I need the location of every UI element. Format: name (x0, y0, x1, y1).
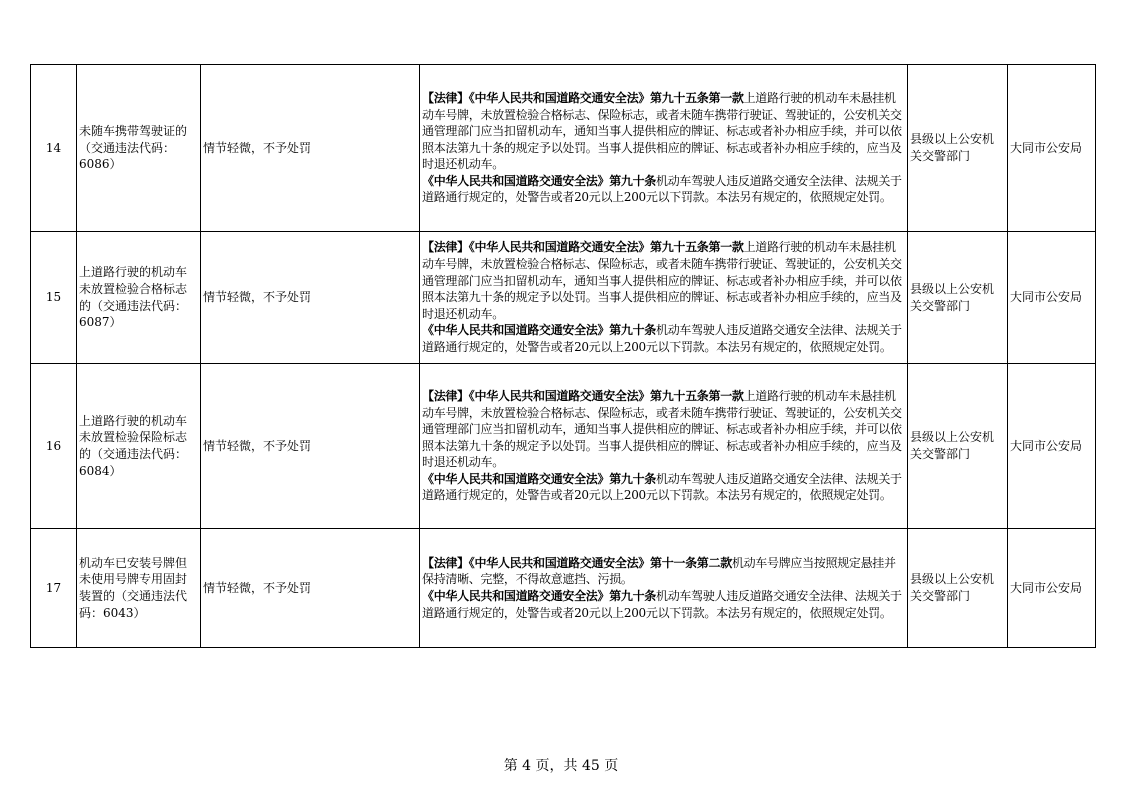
violation-item: 机动车已安装号牌但未使用号牌专用固封装置的（交通违法代码：6043） (77, 529, 201, 648)
penalty-table (30, 64, 1096, 648)
row-number: 16 (31, 364, 77, 529)
circumstance: 情节轻微，不予处罚 (201, 232, 420, 364)
basis-text: 上道路行驶的机动车未悬挂机动车号牌，未放置检验合格标志、保险标志，或者未随车携带行驶证、驾驶证的，公安机关交通管理部门应当扣留机动车，通知当事人提供相应的牌证、标志或者补办相应手续，并可以依照本法第九十条的规定予以处罚。当事人提供相应的牌证、标志或者补办相应手续的，应当及时退还机动车。 (422, 240, 902, 321)
violation-item: 上道路行驶的机动车未放置检验保险标志的（交通违法代码：6084） (77, 364, 201, 529)
row-number: 15 (31, 232, 77, 364)
basis-text: 机动车驾驶人违反道路交通安全法律、法规关于道路通行规定的，处警告或者20元以上200元以下罚款。本法另有规定的，依照规定处罚。 (422, 173, 902, 205)
basis-paragraph (422, 173, 905, 206)
enforcement-authority: 县级以上公安机关交警部门 (908, 364, 1008, 529)
basis-text: 上道路行驶的机动车未悬挂机动车号牌，未放置检验合格标志、保险标志，或者未随车携带行驶证、驾驶证的，公安机关交通管理部门应当扣留机动车，通知当事人提供相应的牌证、标志或者补办相应手续，并可以依照本法第九十条的规定予以处罚。当事人提供相应的牌证、标志或者补办相应手续的，应当及时退还机动车。 (422, 388, 902, 470)
basis-text: 机动车驾驶人违反道路交通安全法律、法规关于道路通行规定的，处警告或者20元以上200元以下罚款。本法另有规定的，依照规定处罚。 (422, 471, 902, 503)
table-row (31, 364, 1096, 529)
basis-paragraph (422, 322, 905, 355)
violation-item: 上道路行驶的机动车未放置检验合格标志的（交通违法代码：6087） (77, 232, 201, 364)
basis-text: 机动车驾驶人违反道路交通安全法律、法规关于道路通行规定的，处警告或者20元以上200元以下罚款。本法另有规定的，依照规定处罚。 (422, 323, 902, 354)
basis-text: 上道路行驶的机动车未悬挂机动车号牌，未放置检验合格标志、保险标志，或者未随车携带行驶证、驾驶证的，公安机关交通管理部门应当扣留机动车，通知当事人提供相应的牌证、标志或者补办相应手续，并可以依照本法第九十条的规定予以处罚。当事人提供相应的牌证、标志或者补办相应手续的，应当及时退还机动车。 (422, 90, 902, 172)
basis-text: 机动车驾驶人违反道路交通安全法律、法规关于道路通行规定的，处警告或者20元以上200元以下罚款。本法另有规定的，依照规定处罚。 (422, 589, 902, 620)
table-row (31, 65, 1096, 232)
basis-title: 《中华人民共和国道路交通安全法》第九十条 (422, 589, 657, 603)
circumstance: 情节轻微，不予处罚 (201, 65, 420, 232)
basis-paragraph (422, 239, 905, 322)
row-number: 17 (31, 529, 77, 648)
basis-title: 【法律】《中华人民共和国道路交通安全法》第九十五条第一款 (422, 388, 744, 403)
basis-text: 机动车号牌应当按照规定悬挂并保持清晰、完整，不得故意遮挡、污损。 (422, 555, 896, 587)
legal-basis (420, 65, 908, 232)
page-number: 第 4 页，共 45 页 (503, 758, 619, 774)
basis-title: 《中华人民共和国道路交通安全法》第九十条 (422, 173, 657, 188)
enforcement-authority: 县级以上公安机关交警部门 (908, 65, 1008, 232)
row-number: 14 (31, 65, 77, 232)
enforcement-authority: 县级以上公安机关交警部门 (908, 232, 1008, 364)
basis-title: 【法律】《中华人民共和国道路交通安全法》第九十五条第一款 (422, 90, 744, 105)
department: 大同市公安局 (1008, 529, 1096, 648)
basis-paragraph (422, 555, 905, 588)
basis-paragraph (422, 388, 905, 471)
legal-basis (420, 529, 908, 648)
department: 大同市公安局 (1008, 65, 1096, 232)
table-row (31, 232, 1096, 364)
basis-paragraph (422, 90, 905, 173)
basis-title: 【法律】《中华人民共和国道路交通安全法》第九十五条第一款 (422, 240, 744, 255)
enforcement-authority: 县级以上公安机关交警部门 (908, 529, 1008, 648)
basis-paragraph (422, 588, 905, 621)
basis-title: 《中华人民共和国道路交通安全法》第九十条 (422, 471, 657, 486)
table-row (31, 529, 1096, 648)
department: 大同市公安局 (1008, 364, 1096, 529)
violation-item: 未随车携带驾驶证的（交通违法代码：6086） (77, 65, 201, 232)
legal-basis (420, 232, 908, 364)
circumstance: 情节轻微，不予处罚 (201, 364, 420, 529)
basis-title: 【法律】《中华人民共和国道路交通安全法》第十一条第二款 (422, 555, 732, 570)
circumstance: 情节轻微，不予处罚 (201, 529, 420, 648)
department: 大同市公安局 (1008, 232, 1096, 364)
legal-basis (420, 364, 908, 529)
basis-paragraph (422, 471, 905, 504)
basis-title: 《中华人民共和国道路交通安全法》第九十条 (422, 323, 657, 338)
